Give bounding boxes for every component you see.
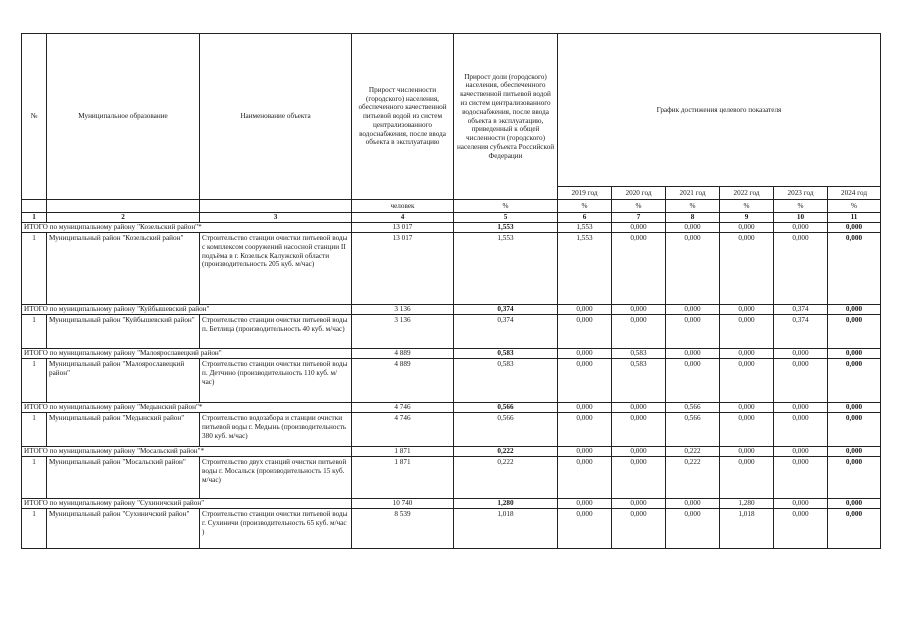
total-year-value: 0,000 bbox=[774, 349, 828, 359]
row-year-value: 0,583 bbox=[612, 359, 666, 403]
total-year-value: 0,000 bbox=[720, 403, 774, 413]
row-number: 1 bbox=[22, 359, 47, 403]
row-people: 3 136 bbox=[352, 315, 454, 349]
row-year-value: 0,000 bbox=[612, 509, 666, 549]
table-row bbox=[22, 359, 881, 403]
total-year-value: 0,000 bbox=[666, 223, 720, 233]
column-number: 10 bbox=[774, 213, 828, 223]
row-year-value: 0,000 bbox=[612, 413, 666, 447]
unit-percent: % bbox=[720, 200, 774, 213]
row-year-value: 0,000 bbox=[828, 315, 881, 349]
total-row bbox=[22, 349, 881, 359]
total-year-value: 0,000 bbox=[774, 499, 828, 509]
total-year-value: 0,000 bbox=[774, 447, 828, 457]
row-year-value: 0,000 bbox=[828, 509, 881, 549]
col-growth-population-header: Прирост численности (городского) населения, обеспеченного качественной питьевой водой из систем централизованного водоснабжения, после ввода объекта в эксплуатацию bbox=[352, 34, 454, 200]
total-year-value: 0,000 bbox=[828, 447, 881, 457]
row-year-value: 0,000 bbox=[774, 413, 828, 447]
total-people: 3 136 bbox=[352, 305, 454, 315]
total-year-value: 0,000 bbox=[612, 447, 666, 457]
row-municipality: Муниципальный район "Козельский район" bbox=[47, 233, 200, 305]
total-year-value: 0,000 bbox=[720, 349, 774, 359]
row-people: 13 017 bbox=[352, 233, 454, 305]
total-year-value: 0,222 bbox=[666, 447, 720, 457]
row-share: 0,566 bbox=[454, 413, 558, 447]
total-share: 0,222 bbox=[454, 447, 558, 457]
row-number: 1 bbox=[22, 457, 47, 499]
col-growth-share-header: Прирост доли (городского) населения, обеспеченного качественной питьевой водой из систем централизованного водоснабжения, после ввода объекта в эксплуатацию, приведенный к общей численности (городского) населения субъекта Российской Федерации bbox=[454, 34, 558, 200]
row-people: 4 889 bbox=[352, 359, 454, 403]
total-year-value: 0,000 bbox=[720, 305, 774, 315]
year-2020-header: 2020 год bbox=[612, 187, 666, 200]
schedule-header: График достижения целевого показателя bbox=[558, 34, 881, 187]
row-people: 1 871 bbox=[352, 457, 454, 499]
year-2023-header: 2023 год bbox=[774, 187, 828, 200]
row-share: 1,553 bbox=[454, 233, 558, 305]
row-year-value: 0,000 bbox=[828, 457, 881, 499]
total-label: ИТОГО по муниципальному району "Козельский район"* bbox=[22, 223, 352, 233]
total-year-value: 0,566 bbox=[666, 403, 720, 413]
row-number: 1 bbox=[22, 413, 47, 447]
unit-percent: % bbox=[666, 200, 720, 213]
total-year-value: 0,000 bbox=[612, 305, 666, 315]
column-number: 2 bbox=[47, 213, 200, 223]
row-year-value: 0,000 bbox=[828, 233, 881, 305]
table-row bbox=[22, 315, 881, 349]
row-year-value: 0,000 bbox=[828, 413, 881, 447]
row-year-value: 0,000 bbox=[828, 359, 881, 403]
row-object: Строительство станции очистки питьевой воды с комплексом сооружений насосной станции II подъёма в г. Козельск Калужской области (производительность 205 куб. м/час) bbox=[200, 233, 352, 305]
row-year-value: 0,566 bbox=[666, 413, 720, 447]
column-number: 7 bbox=[612, 213, 666, 223]
total-year-value: 0,583 bbox=[612, 349, 666, 359]
total-people: 1 871 bbox=[352, 447, 454, 457]
row-year-value: 0,000 bbox=[558, 457, 612, 499]
header-row bbox=[22, 34, 881, 187]
col-no-header: № bbox=[22, 34, 47, 200]
row-municipality: Муниципальный район "Куйбышевский район" bbox=[47, 315, 200, 349]
total-row bbox=[22, 499, 881, 509]
column-number: 8 bbox=[666, 213, 720, 223]
column-number: 9 bbox=[720, 213, 774, 223]
row-year-value: 0,000 bbox=[666, 359, 720, 403]
row-year-value: 0,374 bbox=[774, 315, 828, 349]
total-row bbox=[22, 447, 881, 457]
row-number: 1 bbox=[22, 509, 47, 549]
row-year-value: 0,000 bbox=[558, 315, 612, 349]
row-share: 0,222 bbox=[454, 457, 558, 499]
total-share: 1,553 bbox=[454, 223, 558, 233]
total-share: 0,374 bbox=[454, 305, 558, 315]
total-people: 4 746 bbox=[352, 403, 454, 413]
total-label: ИТОГО по муниципальному району "Медынский район"* bbox=[22, 403, 352, 413]
row-year-value: 0,000 bbox=[612, 233, 666, 305]
total-year-value: 0,000 bbox=[828, 349, 881, 359]
total-year-value: 0,000 bbox=[558, 403, 612, 413]
table-body bbox=[22, 223, 881, 549]
row-year-value: 0,000 bbox=[720, 413, 774, 447]
row-year-value: 0,000 bbox=[558, 359, 612, 403]
total-year-value: 0,000 bbox=[828, 305, 881, 315]
total-year-value: 0,000 bbox=[612, 223, 666, 233]
year-2019-header: 2019 год bbox=[558, 187, 612, 200]
col-object-header: Наименование объекта bbox=[200, 34, 352, 200]
row-object: Строительство станции очистки питьевой воды г. Сухиничи (производительность 65 куб. м/час ) bbox=[200, 509, 352, 549]
total-share: 0,583 bbox=[454, 349, 558, 359]
column-number: 6 bbox=[558, 213, 612, 223]
total-year-value: 0,000 bbox=[666, 305, 720, 315]
table-row bbox=[22, 509, 881, 549]
table-row bbox=[22, 457, 881, 499]
row-municipality: Муниципальный район "Медынский район" bbox=[47, 413, 200, 447]
row-share: 0,583 bbox=[454, 359, 558, 403]
row-year-value: 0,000 bbox=[612, 315, 666, 349]
row-year-value: 0,222 bbox=[666, 457, 720, 499]
total-row bbox=[22, 223, 881, 233]
year-2021-header: 2021 год bbox=[666, 187, 720, 200]
year-2024-header: 2024 год bbox=[828, 187, 881, 200]
unit-percent: % bbox=[612, 200, 666, 213]
total-year-value: 1,280 bbox=[720, 499, 774, 509]
unit-percent: % bbox=[828, 200, 881, 213]
row-people: 8 539 bbox=[352, 509, 454, 549]
row-year-value: 0,000 bbox=[558, 509, 612, 549]
total-share: 0,566 bbox=[454, 403, 558, 413]
total-year-value: 0,000 bbox=[828, 403, 881, 413]
total-year-value: 0,000 bbox=[666, 349, 720, 359]
row-object: Строительство станции очистки питьевой воды п. Бетлица (производительность 40 куб. м/час) bbox=[200, 315, 352, 349]
row-municipality: Муниципальный район "Мосальский район" bbox=[47, 457, 200, 499]
column-number: 1 bbox=[22, 213, 47, 223]
total-label: ИТОГО по муниципальному району "Куйбышевский район" bbox=[22, 305, 352, 315]
column-number: 4 bbox=[352, 213, 454, 223]
total-people: 13 017 bbox=[352, 223, 454, 233]
total-row bbox=[22, 403, 881, 413]
column-number: 5 bbox=[454, 213, 558, 223]
row-year-value: 0,000 bbox=[720, 315, 774, 349]
row-year-value: 0,000 bbox=[666, 509, 720, 549]
total-year-value: 0,000 bbox=[558, 447, 612, 457]
unit-percent: % bbox=[558, 200, 612, 213]
target-indicator-table bbox=[21, 33, 881, 549]
total-year-value: 0,000 bbox=[774, 403, 828, 413]
column-numbers-row bbox=[22, 213, 881, 223]
total-label: ИТОГО по муниципальному району "Малоярославецкий район" bbox=[22, 349, 352, 359]
row-people: 4 746 bbox=[352, 413, 454, 447]
total-year-value: 0,000 bbox=[720, 223, 774, 233]
total-year-value: 0,000 bbox=[558, 349, 612, 359]
table-row bbox=[22, 233, 881, 305]
row-year-value: 0,000 bbox=[666, 233, 720, 305]
units-row bbox=[22, 200, 881, 213]
row-object: Строительство водозабора и станции очистки питьевой воды г. Медынь (производительность 380 куб. м/час) bbox=[200, 413, 352, 447]
total-year-value: 0,000 bbox=[720, 447, 774, 457]
total-year-value: 0,000 bbox=[558, 305, 612, 315]
total-year-value: 0,000 bbox=[774, 223, 828, 233]
total-row bbox=[22, 305, 881, 315]
column-number: 11 bbox=[828, 213, 881, 223]
row-share: 1,018 bbox=[454, 509, 558, 549]
row-year-value: 0,000 bbox=[774, 233, 828, 305]
row-year-value: 0,000 bbox=[612, 457, 666, 499]
row-number: 1 bbox=[22, 315, 47, 349]
total-year-value: 0,000 bbox=[666, 499, 720, 509]
row-object: Строительство станции очистки питьевой воды п. Детчино (производительность 110 куб. м/час) bbox=[200, 359, 352, 403]
row-municipality: Муниципальный район "Малоярославецкий район" bbox=[47, 359, 200, 403]
total-year-value: 0,000 bbox=[612, 403, 666, 413]
total-label: ИТОГО по муниципальному району "Мосальский район"* bbox=[22, 447, 352, 457]
row-object: Строительство двух станций очистки питьевой воды г. Мосальск (производительность 15 куб. м/час) bbox=[200, 457, 352, 499]
total-year-value: 1,553 bbox=[558, 223, 612, 233]
row-municipality: Муниципальный район "Сухиничский район" bbox=[47, 509, 200, 549]
total-year-value: 0,000 bbox=[828, 499, 881, 509]
row-year-value: 0,000 bbox=[774, 359, 828, 403]
unit-percent: % bbox=[454, 200, 558, 213]
column-number: 3 bbox=[200, 213, 352, 223]
unit-people: человек bbox=[352, 200, 454, 213]
row-year-value: 0,000 bbox=[666, 315, 720, 349]
row-share: 0,374 bbox=[454, 315, 558, 349]
total-people: 4 889 bbox=[352, 349, 454, 359]
unit-percent: % bbox=[774, 200, 828, 213]
row-year-value: 0,000 bbox=[774, 509, 828, 549]
row-year-value: 0,000 bbox=[558, 413, 612, 447]
row-year-value: 0,000 bbox=[720, 233, 774, 305]
row-year-value: 1,553 bbox=[558, 233, 612, 305]
row-year-value: 1,018 bbox=[720, 509, 774, 549]
total-year-value: 0,374 bbox=[774, 305, 828, 315]
table-row bbox=[22, 413, 881, 447]
col-municipality-header: Муниципальное образование bbox=[47, 34, 200, 200]
year-2022-header: 2022 год bbox=[720, 187, 774, 200]
total-year-value: 0,000 bbox=[612, 499, 666, 509]
total-share: 1,280 bbox=[454, 499, 558, 509]
total-label: ИТОГО по муниципальному району "Сухиничский район" bbox=[22, 499, 352, 509]
total-people: 10 740 bbox=[352, 499, 454, 509]
total-year-value: 0,000 bbox=[558, 499, 612, 509]
row-year-value: 0,000 bbox=[720, 359, 774, 403]
row-year-value: 0,000 bbox=[720, 457, 774, 499]
row-year-value: 0,000 bbox=[774, 457, 828, 499]
row-number: 1 bbox=[22, 233, 47, 305]
total-year-value: 0,000 bbox=[828, 223, 881, 233]
